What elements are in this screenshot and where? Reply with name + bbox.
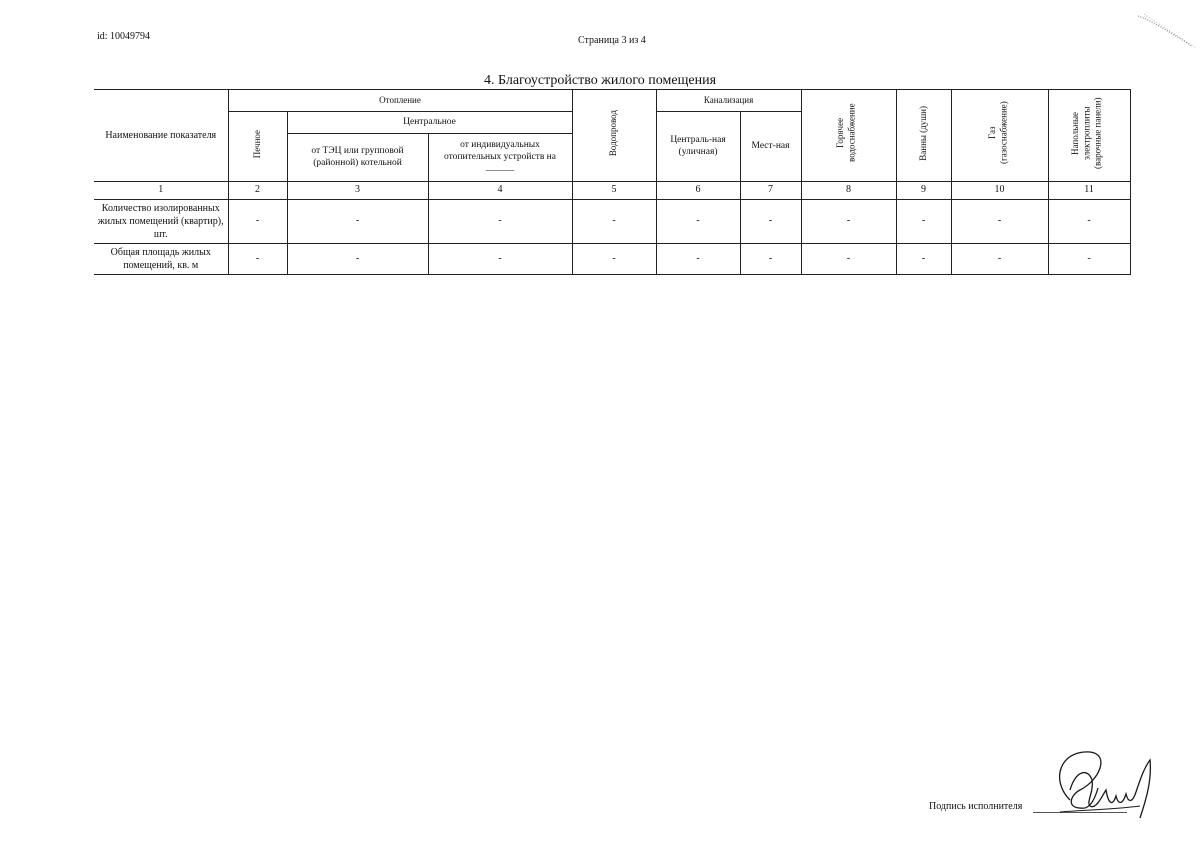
row-label: Количество изолированных жилых помещений (квартир), шт. [94,200,228,244]
table-cell: - [228,200,287,244]
column-number: 1 [94,182,228,200]
table-row [94,200,1130,244]
signature-graphic [1030,740,1160,825]
document-id: id: 10049794 [97,31,151,42]
column-number: 2 [228,182,287,200]
column-number: 8 [801,182,896,200]
header-stove-label: Печное [251,129,262,159]
table-cell: - [740,200,801,244]
column-number: 5 [572,182,656,200]
table-cell: - [896,200,951,244]
header-sewer-central: Централь-ная (уличная) [656,112,740,182]
table-row [94,244,1130,275]
header-electric-stoves-label: Напольные электроплиты (варочные панели) [1070,97,1103,169]
header-sewer-local: Мест-ная [740,112,801,182]
header-from-tec: от ТЭЦ или групповой (районной) котельной [287,134,428,182]
table-cell: - [801,244,896,275]
header-sewerage: Канализация [656,90,801,112]
signature-label: Подпись исполнителя [929,801,1023,812]
row-label: Общая площадь жилых помещений, кв. м [94,244,228,275]
table-cell: - [287,244,428,275]
section-title: 4. Благоустройство жилого помещения [483,73,717,88]
header-indicator-name: Наименование показателя [94,90,228,182]
header-from-individual: от индивидуальных отопительных устройств на ______ [428,134,572,182]
table-cell: - [896,244,951,275]
column-number: 10 [951,182,1048,200]
scan-mark [1136,12,1198,52]
column-number: 7 [740,182,801,200]
column-number: 6 [656,182,740,200]
page-number: Страница 3 из 4 [578,35,646,46]
header-electric-stoves [1048,90,1130,182]
table-cell: - [951,244,1048,275]
improvement-table [94,89,1131,275]
table-cell: - [656,244,740,275]
header-gas-label: Газ (газоснабжение) [986,101,1008,165]
table-cell: - [1048,200,1130,244]
table-cell: - [1048,244,1130,275]
column-number: 9 [896,182,951,200]
table-cell: - [428,244,572,275]
column-numbers-row [94,182,1130,200]
header-gas [951,90,1048,182]
table-cell: - [428,200,572,244]
table-cell: - [287,200,428,244]
table-cell: - [656,200,740,244]
column-number: 11 [1048,182,1130,200]
header-water-supply-label: Водопровод [608,109,619,157]
table-cell: - [801,200,896,244]
table-cell: - [951,200,1048,244]
table-cell: - [572,200,656,244]
header-hot-water-label: Горячее водоснабжение [834,103,856,163]
table-cell: - [572,244,656,275]
header-baths-label: Ванны (души) [917,105,928,161]
table-cell: - [228,244,287,275]
header-central: Центральное [287,112,572,134]
header-stove [228,112,287,182]
table-cell: - [740,244,801,275]
header-baths [896,90,951,182]
header-heating: Отопление [228,90,572,112]
column-number: 4 [428,182,572,200]
column-number: 3 [287,182,428,200]
header-water-supply [572,90,656,182]
header-hot-water [801,90,896,182]
